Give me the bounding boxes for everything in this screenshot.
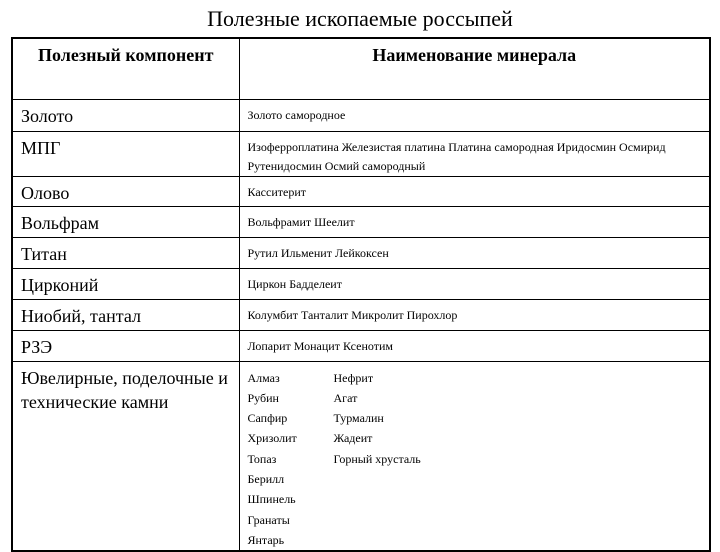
minerals-cell: Касситерит: [239, 176, 710, 206]
table-row: [12, 176, 710, 206]
minerals-cell: Изоферроплатина Железистая платина Платина самородная Иридосмин Осмирид Рутенидосмин Осмий самородный: [239, 131, 710, 176]
header-mineral: Наименование минерала: [239, 38, 710, 99]
minerals-cell: Золото самородное: [239, 99, 710, 131]
minerals-cell: [239, 361, 710, 551]
minerals-cell: Лопарит Монацит Ксенотим: [239, 330, 710, 361]
gems-column-2: [334, 368, 421, 551]
gem-item: Топаз: [247, 451, 277, 466]
gem-item: Алмаз: [247, 370, 280, 385]
gem-item: Рубин: [247, 390, 279, 405]
component-cell: Ниобий, тантал: [12, 299, 239, 330]
minerals-cell: Рутил Ильменит Лейкоксен: [239, 237, 710, 268]
gem-item: Берилл: [247, 471, 285, 486]
table-row: [12, 131, 710, 176]
minerals-cell: Колумбит Танталит Микролит Пирохлор: [239, 299, 710, 330]
gem-item: Гранаты: [247, 512, 290, 527]
gem-item: Сапфир: [247, 411, 288, 426]
page-title: Полезные ископаемые россыпей: [207, 6, 513, 31]
component-cell: РЗЭ: [12, 330, 239, 361]
gem-item: Шпинель: [247, 492, 296, 507]
table-row: [12, 361, 710, 551]
minerals-cell: Вольфрамит Шеелит: [239, 206, 710, 237]
table-row: [12, 206, 710, 237]
component-cell: Олово: [12, 176, 239, 206]
minerals-cell: Циркон Бадделеит: [239, 268, 710, 299]
component-cell: МПГ: [12, 131, 239, 176]
component-cell: Золото: [12, 99, 239, 131]
table-row: [12, 330, 710, 361]
component-cell: Вольфрам: [12, 206, 239, 237]
table-row: [12, 237, 710, 268]
component-cell: Цирконий: [12, 268, 239, 299]
table-row: [12, 99, 710, 131]
gem-item: Янтарь: [247, 532, 285, 547]
header-component: Полезный компонент: [12, 38, 239, 99]
minerals-table: [11, 37, 711, 552]
gem-item: Агат: [333, 390, 358, 405]
gems-column-1: [248, 368, 334, 551]
table-row: [12, 268, 710, 299]
gem-item: Горный хрусталь: [333, 451, 421, 466]
gem-item: Жадеит: [333, 431, 373, 446]
gem-item: Турмалин: [333, 411, 384, 426]
gem-item: Нефрит: [333, 370, 374, 385]
component-cell: Титан: [12, 237, 239, 268]
header-row: [12, 38, 710, 99]
gem-item: Хризолит: [247, 431, 297, 446]
table-row: [12, 299, 710, 330]
component-cell: Ювелирные, поделочные и технические камни: [12, 361, 239, 551]
